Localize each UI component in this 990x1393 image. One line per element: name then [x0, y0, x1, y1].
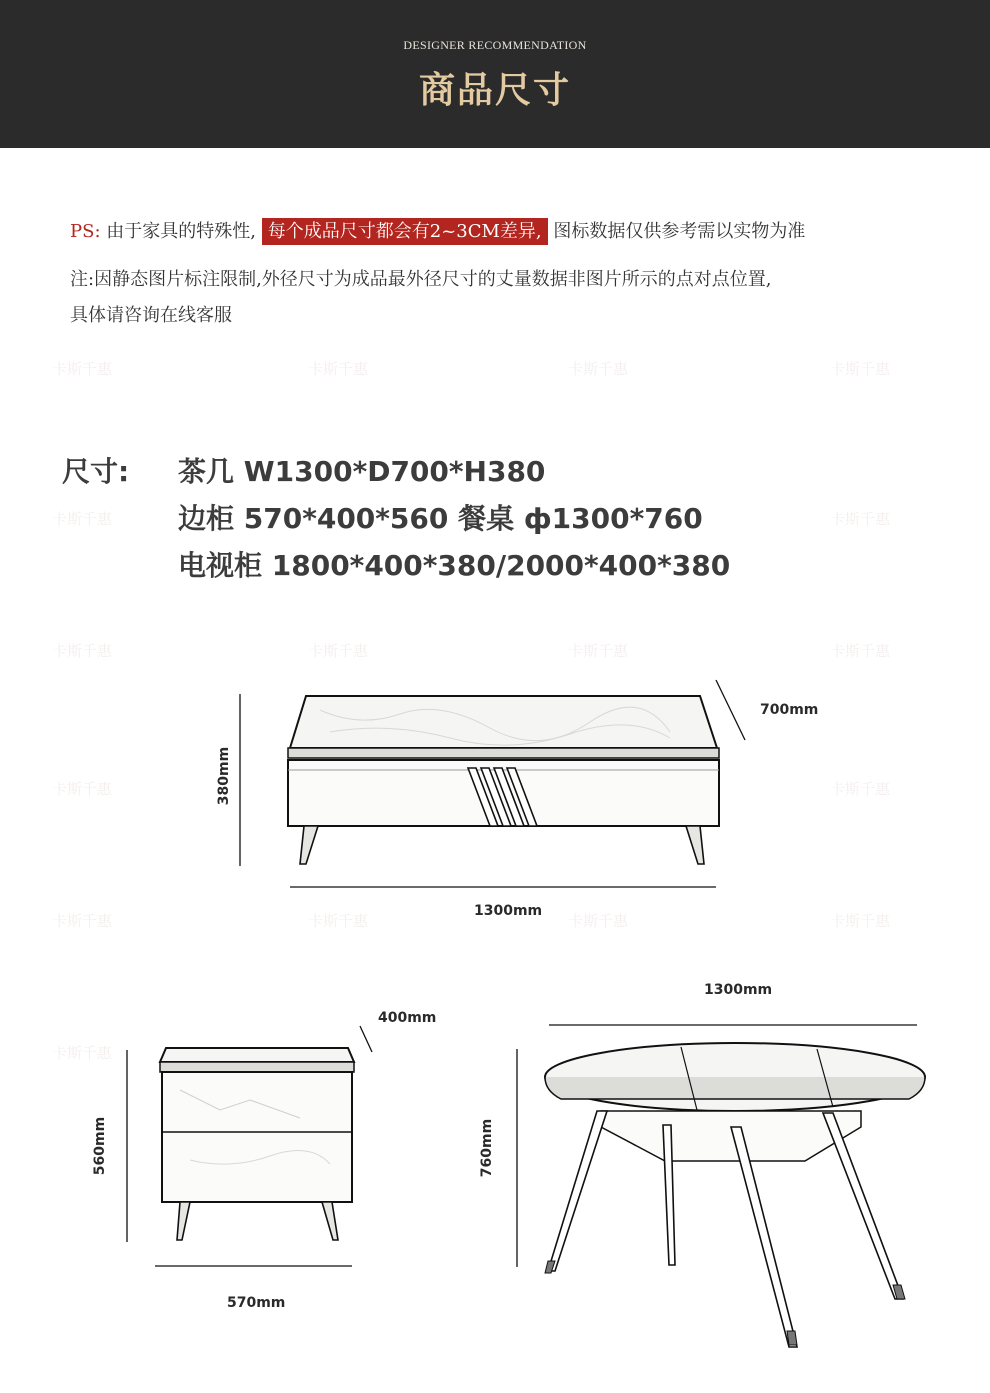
watermark: 卡斯千惠 — [52, 1044, 113, 1062]
watermark: 卡斯千惠 — [308, 360, 369, 378]
ps-label: PS: — [70, 221, 101, 242]
spec-line-tv-cabinet: 电视柜 1800*400*380/2000*400*380 — [178, 549, 731, 582]
watermark: 卡斯千惠 — [568, 912, 629, 930]
coffee-table-drawing — [230, 670, 830, 910]
watermark: 卡斯千惠 — [52, 642, 113, 660]
dining-table-diameter: 1300mm — [704, 982, 773, 998]
ps-tail: 图标数据仅供参考需以实物为准 — [553, 221, 806, 242]
watermark: 卡斯千惠 — [308, 912, 369, 930]
page-title: 商品尺寸 — [418, 69, 571, 111]
size-note-line1: 注:因静态图片标注限制,外径尺寸为成品最外径尺寸的丈量数据非图片所示的点对点位置, — [70, 269, 772, 290]
watermark: 卡斯千惠 — [830, 912, 891, 930]
ps-note — [70, 214, 920, 250]
spec-label: 尺寸: — [62, 455, 130, 488]
watermark: 卡斯千惠 — [830, 360, 891, 378]
watermark: 卡斯千惠 — [568, 642, 629, 660]
watermark: 卡斯千惠 — [52, 912, 113, 930]
header-subtitle: DESIGNER RECOMMENDATION — [403, 38, 587, 52]
dining-table-height: 760mm — [479, 1118, 495, 1178]
size-note — [70, 262, 920, 334]
coffee-table-width: 1300mm — [474, 903, 543, 919]
watermark: 卡斯千惠 — [308, 642, 369, 660]
size-note-line2: 具体请咨询在线客服 — [70, 305, 232, 326]
watermark: 卡斯千惠 — [568, 360, 629, 378]
coffee-table-height: 380mm — [216, 746, 232, 806]
ps-highlight: 每个成品尺寸都会有2~3CM差异, — [262, 218, 548, 245]
side-cabinet-width: 570mm — [227, 1295, 286, 1311]
side-cabinet-height: 560mm — [92, 1116, 108, 1176]
watermark: 卡斯千惠 — [830, 780, 891, 798]
coffee-table-depth: 700mm — [760, 702, 819, 718]
watermark: 卡斯千惠 — [830, 510, 891, 528]
watermark: 卡斯千惠 — [830, 642, 891, 660]
ps-text: 由于家具的特殊性, — [106, 221, 256, 242]
page-header — [0, 0, 990, 148]
spec-line-cabinet-dining: 边柜 570*400*560 餐桌 ф1300*760 — [178, 502, 703, 535]
dining-table-drawing — [505, 1015, 935, 1360]
watermark: 卡斯千惠 — [52, 360, 113, 378]
watermark: 卡斯千惠 — [52, 780, 113, 798]
side-cabinet-depth: 400mm — [378, 1010, 437, 1026]
watermark: 卡斯千惠 — [52, 510, 113, 528]
side-cabinet-drawing — [120, 1020, 400, 1275]
spec-line-coffee-table: 茶几 W1300*D700*H380 — [178, 455, 546, 488]
